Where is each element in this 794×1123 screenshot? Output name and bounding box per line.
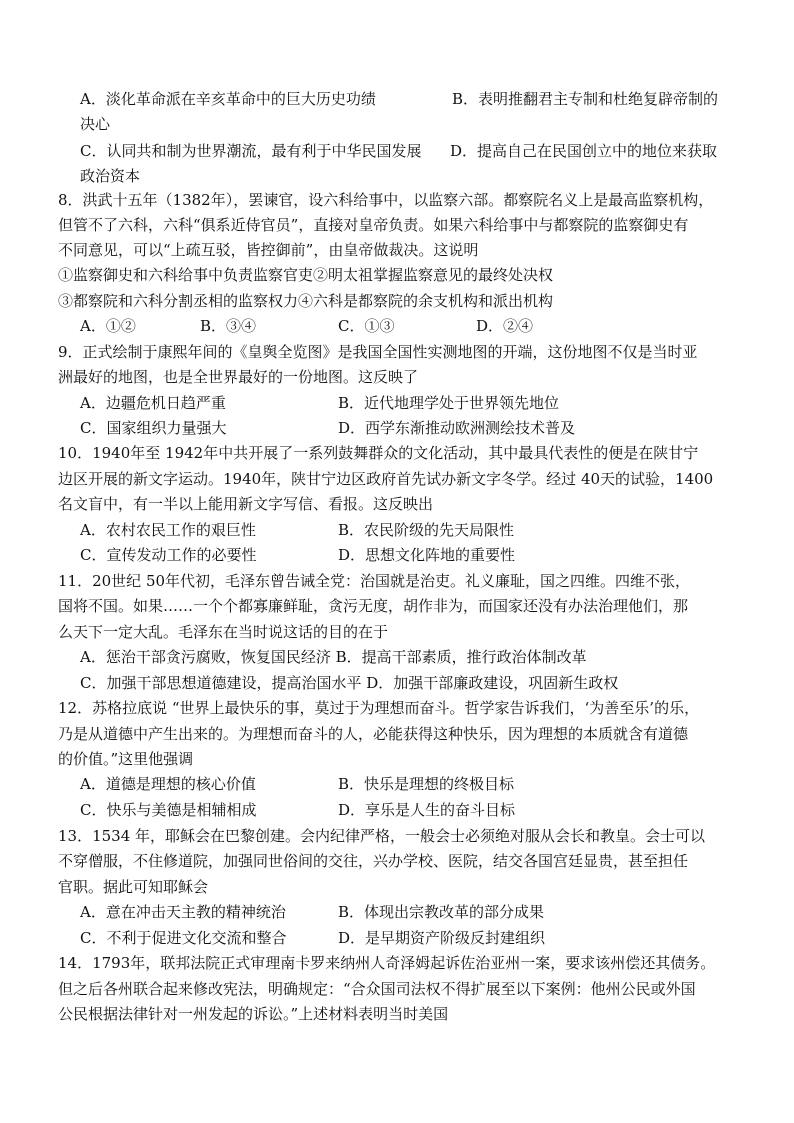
q11-options-ab: A．惩治干部贪污腐败，恢复国民经济 B．提高干部素质，推行政治体制改革 [80,648,587,666]
q11-stem-line-1: 11．20世纪 50年代初，毛泽东曾告诫全党：治国就是治吏。礼义廉耻，国之四维。四维不张， [58,572,691,590]
q10-option-d: D．思想文化阵地的重要性 [338,546,516,564]
q12-stem-line-1: 12．苏格拉底说 “世界上最快乐的事，莫过于为理想而奋斗。哲学家告诉我们，‘为善至乐’的乐， [58,699,700,717]
q8-item-line-1: ①监察御史和六科给事中负责监察官吏②明太祖掌握监察意见的最终处决权 [58,266,554,284]
q13-stem-line-1: 13．1534 年，耶稣会在巴黎创建。会内纪律严格，一般会士必须绝对服从会长和教皇。会士可以 [58,827,706,845]
q10-stem-line-1: 10．1940年至 1942年中共开展了一系列鼓舞群众的文化活动，其中最具代表性的便是在陕甘宁 [58,444,699,462]
q12-option-c: C．快乐与美德是相辅相成 [80,801,257,819]
q11-stem-line-2: 国将不国。如果……一个个都寡廉鲜耻，贪污无度，胡作非为，而国家还没有办法治理他们，那 [58,597,689,615]
q10-option-c: C．宣传发动工作的必要性 [80,546,257,564]
q13-option-a: A．意在冲击天主教的精神统治 [80,903,286,921]
q9-option-a: A．边疆危机日趋严重 [80,394,226,412]
q9-stem-line-1: 9．正式绘制于康熙年间的《皇舆全览图》是我国全国性实测地图的开端，这份地图不仅是当时亚 [58,343,698,361]
q8-option-d: D．②④ [476,317,534,335]
q8-stem-line-3: 不同意见，可以“上疏互驳，皆控御前”，由皇帝做裁决。这说明 [58,241,479,259]
q7-option-d-cont: 政治资本 [80,167,141,185]
q7-option-d: D．提高自己在民国创立中的地位来获取 [450,142,718,160]
q7-option-b-cont: 决心 [80,115,111,133]
q12-option-b: B．快乐是理想的终极目标 [338,775,515,793]
q8-option-c: C．①③ [338,317,395,335]
q13-option-c: C．不利于促进文化交流和整合 [80,929,287,947]
q10-option-b: B．农民阶级的先天局限性 [338,521,515,539]
q7-option-a: A．淡化革命派在辛亥革命中的巨大历史功绩 [80,90,376,108]
q10-stem-line-3: 名文盲中，有一半以上能用新文字写信、看报。这反映出 [58,495,434,513]
q8-stem-line-1: 8．洪武十五年（1382年），罢谏官，设六科给事中，以监察六部。都察院名义上是最高监察机构， [58,191,714,209]
q9-option-c: C．国家组织力量强大 [80,419,227,437]
q10-stem-line-2: 边区开展的新文字运动。1940年，陕甘宁边区政府首先试办新文字冬学。经过 40天的试验，1400 [58,470,714,488]
q14-stem-line-3: 公民根据法律针对一州发起的诉讼。”上述材料表明当时美国 [58,1005,449,1023]
q7-option-b: B．表明推翻君主专制和杜绝复辟帝制的 [452,90,719,108]
q13-option-d: D．是早期资产阶级反封建组织 [338,929,546,947]
q8-stem-line-2: 但管不了六科，六科“俱系近侍官员”，直接对皇帝负责。如果六科给事中与都察院的监察御史有 [58,216,689,234]
q9-option-d: D．西学东渐推动欧洲测绘技术普及 [338,419,576,437]
q12-option-d: D．享乐是人生的奋斗目标 [338,801,516,819]
q12-stem-line-2: 乃是从道德中产生出来的。为理想而奋斗的人，必能获得这种快乐，因为理想的本质就含有道德 [58,725,689,743]
q12-stem-line-3: 的价值。”这里他强调 [58,750,194,768]
q11-options-cd: C．加强干部思想道德建设，提高治国水平 D．加强干部廉政建设，巩固新生政权 [80,674,619,692]
q9-option-b: B．近代地理学处于世界领先地位 [338,394,560,412]
q14-stem-line-2: 但之后各州联合起来修改宪法，明确规定：“合众国司法权不得扩展至以下案例：他州公民或外国 [58,980,696,998]
q8-option-b: B．③④ [200,317,257,335]
q13-stem-line-2: 不穿僧服，不住修道院，加强同世俗间的交往，兴办学校、医院，结交各国宫廷显贵，甚至担任 [58,852,689,870]
q10-option-a: A．农村农民工作的艰巨性 [80,521,256,539]
q8-option-a: A．①② [80,317,136,335]
q13-stem-line-3: 官职。据此可知耶稣会 [58,878,209,896]
q8-item-line-2: ③都察院和六科分割丞相的监察权力④六科是都察院的余支机构和派出机构 [58,292,554,310]
q12-option-a: A．道德是理想的核心价值 [80,775,256,793]
q11-stem-line-3: 么天下一定大乱。毛泽东在当时说这话的目的在于 [58,623,389,641]
q7-option-c: C．认同共和制为世界潮流，最有利于中华民国发展 [80,142,422,160]
q13-option-b: B．体现出宗教改革的部分成果 [338,903,545,921]
q9-stem-line-2: 洲最好的地图，也是全世界最好的一份地图。这反映了 [58,368,419,386]
q14-stem-line-1: 14．1793年，联邦法院正式审理南卡罗来纳州人奇泽姆起诉佐治亚州一案，要求该州偿还其债务。 [58,954,716,972]
